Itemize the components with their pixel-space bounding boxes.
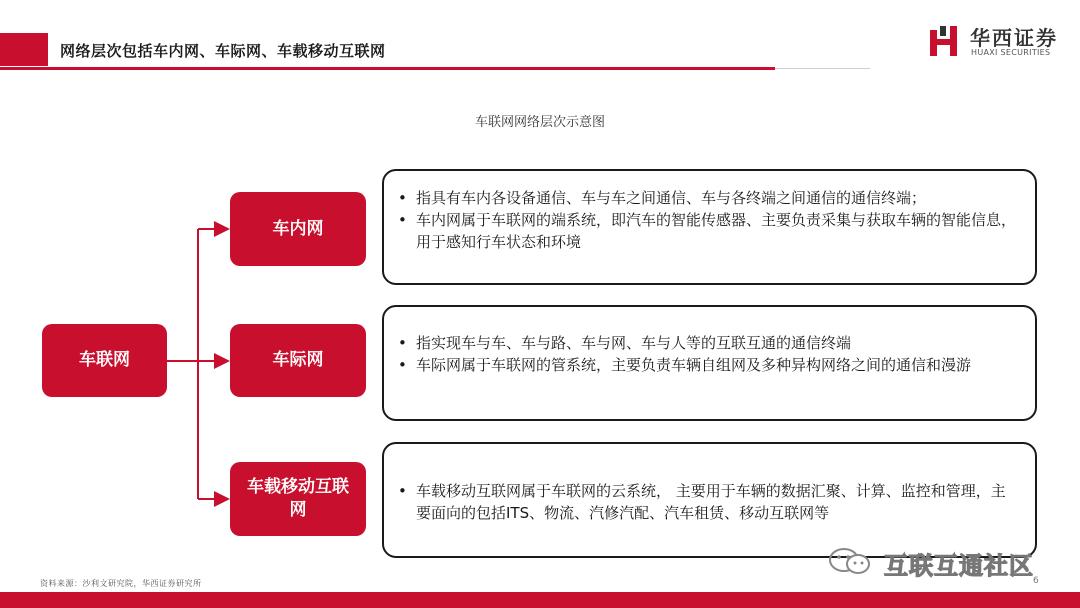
watermark-text: 互联互通社区 [884, 552, 1034, 580]
bullet-point: • 车际网属于车联网的管系统，主要负责车辆自组网及多种异构网络之间的通信和漫游 [398, 354, 1019, 376]
root-node-box: 车联网 [42, 324, 167, 397]
description-box-inter-vehicle [382, 305, 1037, 421]
source-note: 资料来源：沙利文研究院，华西证券研究所 [40, 579, 202, 588]
bullet-point: • 车内网属于车联网的端系统，即汽车的智能传感器、主要负责采集与获取车辆的智能信息，用于感知行车状态和环境 [398, 209, 1019, 253]
page-title: 网络层次包括车内网、车际网、车载移动互联网 [60, 42, 386, 60]
bullet-point: • 车载移动互联网属于车联网的云系统， 主要用于车辆的数据汇聚、计算、监控和管理，主要面向的包括ITS、物流、汽修汽配、汽车租赁、移动互联网等 [398, 480, 1019, 524]
bullet-point: • 指实现车与车、车与路、车与网、车与人等的互联互通的通信终端 [398, 332, 1019, 354]
diagram-title: 车联网网络层次示意图 [474, 115, 605, 130]
logo-name-en: HUAXI SECURITIES [971, 48, 1051, 57]
description-box-in-vehicle [382, 169, 1037, 285]
branch-node-mobile-internet: 车载移动互联网 [230, 462, 366, 536]
logo-name-cn: 华西证券 [970, 26, 1058, 50]
wechat-icon [826, 546, 876, 576]
bullet-point: • 指具有车内各设备通信、车与车之间通信、车与各终端之间通信的通信终端； [398, 187, 1019, 209]
page-number: 6 [1033, 576, 1039, 586]
watermark [826, 546, 1048, 580]
branch-node-in-vehicle: 车内网 [230, 192, 366, 266]
footer-bar [0, 592, 1080, 608]
description-box-mobile-internet [382, 442, 1037, 558]
branch-node-inter-vehicle: 车际网 [230, 324, 366, 397]
